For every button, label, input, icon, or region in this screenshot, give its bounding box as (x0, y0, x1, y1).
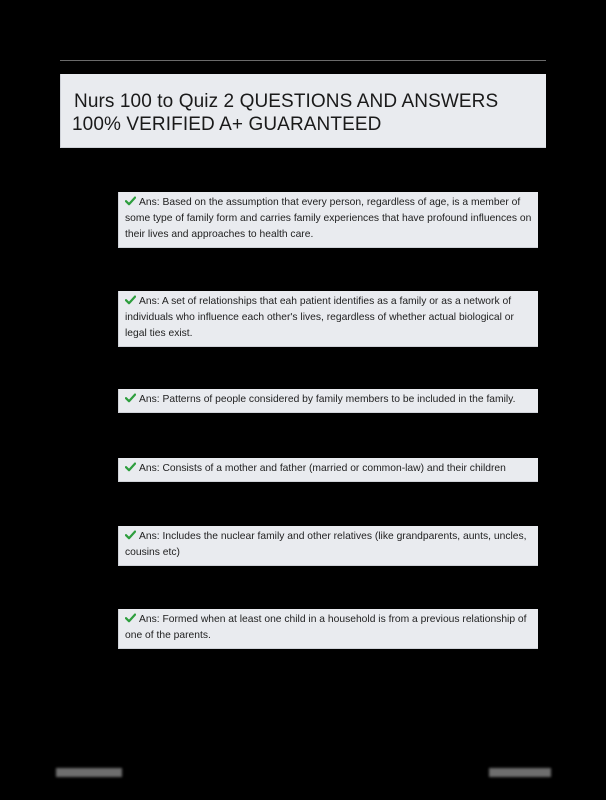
checkmark-icon (125, 393, 136, 403)
header-rule (60, 60, 546, 61)
checkmark-icon (125, 613, 136, 623)
checkmark-icon (125, 530, 136, 540)
answer-prefix: Ans: (139, 463, 160, 474)
answer-prefix: Ans: (139, 531, 160, 542)
checkmark-icon (125, 295, 136, 305)
answer-box-1 (118, 192, 538, 248)
checkmark-icon (125, 462, 136, 472)
checkmark-icon (125, 196, 136, 206)
answer-text: Formed when at least one child in a household is from a previous relationship of one of the parents. (125, 614, 527, 641)
document-title-line-2: 100% VERIFIED A+ GUARANTEED (72, 114, 382, 135)
document-title-box (60, 74, 546, 148)
answer-box-5 (118, 526, 538, 566)
answer-text: A set of relationships that eah patient identifies as a family or as a network of individuals who influence each other's lives, regardless of whether actual biological or legal ties exist. (125, 296, 514, 339)
answer-text: Consists of a mother and father (married or common-law) and their children (162, 463, 506, 474)
footer-left-blurred (56, 768, 122, 777)
answer-text: Based on the assumption that every person, regardless of age, is a member of some type of family form and carries family experiences that have profound influences on their lives and approaches to health care. (125, 197, 532, 240)
answer-box-2 (118, 291, 538, 347)
answer-prefix: Ans: (139, 614, 160, 625)
answer-text: Includes the nuclear family and other relatives (like grandparents, aunts, uncles, cousins etc) (125, 531, 527, 558)
footer-right-blurred (489, 768, 551, 777)
answer-prefix: Ans: (139, 394, 160, 405)
document-title-line-1: Nurs 100 to Quiz 2 QUESTIONS AND ANSWERS (74, 91, 499, 112)
answer-prefix: Ans: (139, 197, 160, 208)
answer-prefix: Ans: (139, 296, 160, 307)
answer-box-4 (118, 458, 538, 482)
answer-box-3 (118, 389, 538, 413)
answer-text: Patterns of people considered by family members to be included in the family. (162, 394, 516, 405)
answer-box-6 (118, 609, 538, 649)
